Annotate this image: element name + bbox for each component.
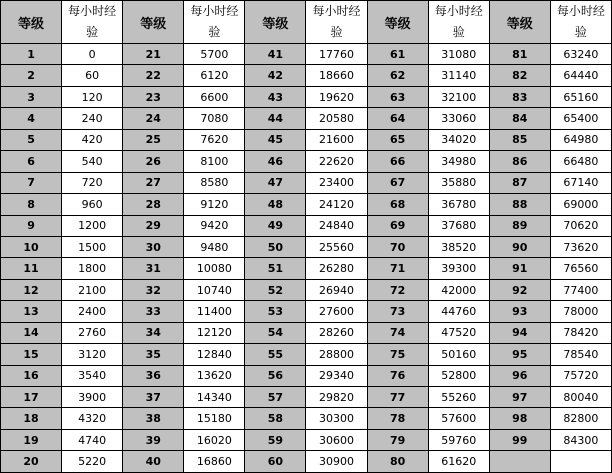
xp-value-cell: 8580 xyxy=(184,172,245,193)
level-cell: 27 xyxy=(123,172,184,193)
xp-value-cell: 15180 xyxy=(184,408,245,429)
xp-value-cell: 540 xyxy=(62,151,123,172)
level-cell: 25 xyxy=(123,129,184,150)
level-cell: 82 xyxy=(489,65,550,86)
xp-value-cell: 240 xyxy=(62,108,123,129)
level-cell: 89 xyxy=(489,215,550,236)
xp-header-line-1: 每小时经 xyxy=(556,4,605,18)
xp-value-cell: 29340 xyxy=(306,365,367,386)
level-cell: 5 xyxy=(1,129,62,150)
xp-value-cell: 65400 xyxy=(550,108,611,129)
level-cell: 65 xyxy=(367,129,428,150)
xp-value-cell: 38520 xyxy=(428,236,489,257)
xp-value-cell: 66480 xyxy=(550,151,611,172)
xp-value-cell: 5220 xyxy=(62,451,123,472)
xp-value-cell: 78420 xyxy=(550,322,611,343)
level-cell: 60 xyxy=(245,451,306,472)
xp-value-cell: 8100 xyxy=(184,151,245,172)
xp-value-cell: 32100 xyxy=(428,86,489,107)
level-column-header: 等级 xyxy=(245,1,306,44)
level-cell: 79 xyxy=(367,429,428,450)
xp-value-cell: 9480 xyxy=(184,236,245,257)
xp-value-cell: 420 xyxy=(62,129,123,150)
level-cell: 10 xyxy=(1,236,62,257)
xp-value-cell: 20580 xyxy=(306,108,367,129)
level-cell: 68 xyxy=(367,194,428,215)
xp-value-cell: 60 xyxy=(62,65,123,86)
table-row xyxy=(1,258,612,279)
level-cell: 8 xyxy=(1,194,62,215)
xp-header-line-1: 每小时经 xyxy=(68,4,117,18)
xp-value-cell: 69000 xyxy=(550,194,611,215)
table-row xyxy=(1,44,612,65)
table-row xyxy=(1,279,612,300)
level-cell: 59 xyxy=(245,429,306,450)
level-cell: 75 xyxy=(367,344,428,365)
level-cell: 67 xyxy=(367,172,428,193)
xp-value-cell: 3120 xyxy=(62,344,123,365)
level-cell: 93 xyxy=(489,301,550,322)
xp-value-cell: 10740 xyxy=(184,279,245,300)
level-cell: 61 xyxy=(367,44,428,65)
xp-value-cell: 30900 xyxy=(306,451,367,472)
header-row xyxy=(1,1,612,44)
level-cell: 80 xyxy=(367,451,428,472)
level-cell: 13 xyxy=(1,301,62,322)
table-row xyxy=(1,322,612,343)
level-cell: 54 xyxy=(245,322,306,343)
level-cell: 9 xyxy=(1,215,62,236)
xp-value-cell: 1800 xyxy=(62,258,123,279)
xp-value-cell: 31080 xyxy=(428,44,489,65)
table-row xyxy=(1,451,612,472)
level-cell: 6 xyxy=(1,151,62,172)
level-cell: 36 xyxy=(123,365,184,386)
level-cell: 19 xyxy=(1,429,62,450)
xp-value-cell: 23400 xyxy=(306,172,367,193)
xp-value-cell: 14340 xyxy=(184,387,245,408)
xp-value-cell: 2100 xyxy=(62,279,123,300)
xp-value-cell: 63240 xyxy=(550,44,611,65)
level-column-header: 等级 xyxy=(1,1,62,44)
xp-per-hour-column-header xyxy=(428,1,489,44)
xp-value-cell: 16020 xyxy=(184,429,245,450)
level-cell: 21 xyxy=(123,44,184,65)
level-cell: 12 xyxy=(1,279,62,300)
xp-value-cell: 64440 xyxy=(550,65,611,86)
xp-value-cell: 4320 xyxy=(62,408,123,429)
level-cell: 52 xyxy=(245,279,306,300)
xp-value-cell: 27600 xyxy=(306,301,367,322)
xp-value-cell: 65160 xyxy=(550,86,611,107)
level-cell: 22 xyxy=(123,65,184,86)
level-cell: 2 xyxy=(1,65,62,86)
xp-value-cell: 78540 xyxy=(550,344,611,365)
level-cell: 97 xyxy=(489,387,550,408)
level-cell: 64 xyxy=(367,108,428,129)
xp-value-cell: 64980 xyxy=(550,129,611,150)
level-cell: 4 xyxy=(1,108,62,129)
level-cell: 50 xyxy=(245,236,306,257)
table-row xyxy=(1,344,612,365)
table-row xyxy=(1,408,612,429)
level-cell: 98 xyxy=(489,408,550,429)
table-row xyxy=(1,365,612,386)
level-cell: 99 xyxy=(489,429,550,450)
xp-value-cell: 28800 xyxy=(306,344,367,365)
level-cell: 72 xyxy=(367,279,428,300)
level-cell: 95 xyxy=(489,344,550,365)
xp-value-cell: 11400 xyxy=(184,301,245,322)
xp-value-cell: 29820 xyxy=(306,387,367,408)
level-cell: 24 xyxy=(123,108,184,129)
level-cell: 55 xyxy=(245,344,306,365)
level-cell: 1 xyxy=(1,44,62,65)
xp-value-cell: 120 xyxy=(62,86,123,107)
level-cell: 39 xyxy=(123,429,184,450)
xp-value-cell: 50160 xyxy=(428,344,489,365)
level-cell: 74 xyxy=(367,322,428,343)
xp-value-cell: 24120 xyxy=(306,194,367,215)
level-cell: 40 xyxy=(123,451,184,472)
table-row xyxy=(1,172,612,193)
xp-value-cell: 80040 xyxy=(550,387,611,408)
xp-value-cell: 13620 xyxy=(184,365,245,386)
level-cell: 77 xyxy=(367,387,428,408)
xp-value-cell: 73620 xyxy=(550,236,611,257)
xp-value-cell: 76560 xyxy=(550,258,611,279)
table-row xyxy=(1,301,612,322)
level-column-header: 等级 xyxy=(367,1,428,44)
level-cell: 16 xyxy=(1,365,62,386)
level-cell: 76 xyxy=(367,365,428,386)
level-cell: 14 xyxy=(1,322,62,343)
level-cell: 69 xyxy=(367,215,428,236)
level-cell: 11 xyxy=(1,258,62,279)
xp-value-cell: 26280 xyxy=(306,258,367,279)
xp-value-cell: 35880 xyxy=(428,172,489,193)
level-cell: 45 xyxy=(245,129,306,150)
level-column-header: 等级 xyxy=(489,1,550,44)
level-cell: 53 xyxy=(245,301,306,322)
level-cell: 35 xyxy=(123,344,184,365)
xp-value-cell: 3900 xyxy=(62,387,123,408)
level-cell: 34 xyxy=(123,322,184,343)
xp-value-cell: 3540 xyxy=(62,365,123,386)
xp-value-cell: 61620 xyxy=(428,451,489,472)
level-cell: 88 xyxy=(489,194,550,215)
level-cell: 56 xyxy=(245,365,306,386)
level-cell: 23 xyxy=(123,86,184,107)
xp-value-cell: 5700 xyxy=(184,44,245,65)
level-cell xyxy=(489,451,550,472)
table-row xyxy=(1,387,612,408)
level-cell: 46 xyxy=(245,151,306,172)
xp-value-cell: 720 xyxy=(62,172,123,193)
xp-value-cell: 960 xyxy=(62,194,123,215)
level-cell: 58 xyxy=(245,408,306,429)
xp-value-cell: 6600 xyxy=(184,86,245,107)
xp-per-hour-column-header xyxy=(550,1,611,44)
xp-value-cell: 44760 xyxy=(428,301,489,322)
xp-per-hour-column-header xyxy=(306,1,367,44)
level-cell: 57 xyxy=(245,387,306,408)
xp-header-line-1: 每小时经 xyxy=(434,4,483,18)
level-cell: 44 xyxy=(245,108,306,129)
level-cell: 33 xyxy=(123,301,184,322)
xp-value-cell: 7080 xyxy=(184,108,245,129)
xp-value-cell: 0 xyxy=(62,44,123,65)
xp-value-cell: 16860 xyxy=(184,451,245,472)
level-cell: 84 xyxy=(489,108,550,129)
xp-per-hour-column-header xyxy=(62,1,123,44)
level-cell: 43 xyxy=(245,86,306,107)
level-cell: 32 xyxy=(123,279,184,300)
xp-value-cell: 70620 xyxy=(550,215,611,236)
xp-header-line-2: 验 xyxy=(208,25,221,39)
xp-value-cell: 17760 xyxy=(306,44,367,65)
xp-value-cell: 34020 xyxy=(428,129,489,150)
level-column-header: 等级 xyxy=(123,1,184,44)
table-row xyxy=(1,429,612,450)
xp-value-cell: 34980 xyxy=(428,151,489,172)
xp-value-cell: 1200 xyxy=(62,215,123,236)
table-row xyxy=(1,236,612,257)
xp-value-cell: 82800 xyxy=(550,408,611,429)
xp-value-cell: 31140 xyxy=(428,65,489,86)
level-cell: 85 xyxy=(489,129,550,150)
level-cell: 42 xyxy=(245,65,306,86)
xp-value-cell: 21600 xyxy=(306,129,367,150)
xp-value-cell: 25560 xyxy=(306,236,367,257)
xp-value-cell: 67140 xyxy=(550,172,611,193)
level-cell: 71 xyxy=(367,258,428,279)
xp-value-cell: 47520 xyxy=(428,322,489,343)
level-cell: 30 xyxy=(123,236,184,257)
xp-value-cell: 7620 xyxy=(184,129,245,150)
xp-value-cell: 30300 xyxy=(306,408,367,429)
level-cell: 7 xyxy=(1,172,62,193)
xp-header-line-2: 验 xyxy=(574,25,587,39)
level-cell: 92 xyxy=(489,279,550,300)
xp-value-cell: 55260 xyxy=(428,387,489,408)
level-cell: 17 xyxy=(1,387,62,408)
xp-value-cell: 18660 xyxy=(306,65,367,86)
xp-value-cell: 2400 xyxy=(62,301,123,322)
xp-header-line-2: 验 xyxy=(330,25,343,39)
xp-value-cell: 33060 xyxy=(428,108,489,129)
xp-value-cell: 9120 xyxy=(184,194,245,215)
xp-value-cell: 22620 xyxy=(306,151,367,172)
xp-value-cell: 75720 xyxy=(550,365,611,386)
xp-value-cell: 59760 xyxy=(428,429,489,450)
xp-value-cell: 77400 xyxy=(550,279,611,300)
level-cell: 48 xyxy=(245,194,306,215)
table-row xyxy=(1,108,612,129)
xp-header-line-2: 验 xyxy=(86,25,99,39)
xp-header-line-1: 每小时经 xyxy=(190,4,239,18)
xp-value-cell: 36780 xyxy=(428,194,489,215)
xp-value-cell: 19620 xyxy=(306,86,367,107)
level-cell: 96 xyxy=(489,365,550,386)
xp-value-cell: 42000 xyxy=(428,279,489,300)
xp-value-cell: 24840 xyxy=(306,215,367,236)
level-cell: 86 xyxy=(489,151,550,172)
level-cell: 31 xyxy=(123,258,184,279)
level-cell: 94 xyxy=(489,322,550,343)
xp-value-cell: 39300 xyxy=(428,258,489,279)
level-cell: 87 xyxy=(489,172,550,193)
level-cell: 47 xyxy=(245,172,306,193)
table-row xyxy=(1,151,612,172)
level-cell: 28 xyxy=(123,194,184,215)
xp-value-cell: 84300 xyxy=(550,429,611,450)
level-cell: 78 xyxy=(367,408,428,429)
table-row xyxy=(1,86,612,107)
level-cell: 90 xyxy=(489,236,550,257)
level-cell: 38 xyxy=(123,408,184,429)
level-cell: 62 xyxy=(367,65,428,86)
table-row xyxy=(1,129,612,150)
xp-value-cell: 78000 xyxy=(550,301,611,322)
xp-value-cell: 1500 xyxy=(62,236,123,257)
xp-header-line-2: 验 xyxy=(452,25,465,39)
xp-value-cell: 4740 xyxy=(62,429,123,450)
xp-value-cell: 57600 xyxy=(428,408,489,429)
xp-value-cell: 52800 xyxy=(428,365,489,386)
level-cell: 91 xyxy=(489,258,550,279)
level-cell: 26 xyxy=(123,151,184,172)
level-cell: 49 xyxy=(245,215,306,236)
level-cell: 66 xyxy=(367,151,428,172)
xp-value-cell: 10080 xyxy=(184,258,245,279)
xp-value-cell: 12840 xyxy=(184,344,245,365)
xp-per-hour-column-header xyxy=(184,1,245,44)
xp-value-cell: 9420 xyxy=(184,215,245,236)
level-cell: 73 xyxy=(367,301,428,322)
level-cell: 83 xyxy=(489,86,550,107)
level-cell: 41 xyxy=(245,44,306,65)
xp-value-cell: 37680 xyxy=(428,215,489,236)
xp-header-line-1: 每小时经 xyxy=(312,4,361,18)
level-cell: 81 xyxy=(489,44,550,65)
xp-value-cell: 12120 xyxy=(184,322,245,343)
level-cell: 51 xyxy=(245,258,306,279)
table-row xyxy=(1,215,612,236)
xp-value-cell: 30600 xyxy=(306,429,367,450)
xp-value-cell: 26940 xyxy=(306,279,367,300)
level-cell: 15 xyxy=(1,344,62,365)
xp-value-cell: 28260 xyxy=(306,322,367,343)
level-cell: 3 xyxy=(1,86,62,107)
level-cell: 63 xyxy=(367,86,428,107)
level-cell: 18 xyxy=(1,408,62,429)
level-cell: 37 xyxy=(123,387,184,408)
xp-value-cell: 6120 xyxy=(184,65,245,86)
xp-value-cell: 2760 xyxy=(62,322,123,343)
level-cell: 29 xyxy=(123,215,184,236)
table-row xyxy=(1,194,612,215)
level-cell: 20 xyxy=(1,451,62,472)
level-cell: 70 xyxy=(367,236,428,257)
xp-value-cell xyxy=(550,451,611,472)
table-row xyxy=(1,65,612,86)
